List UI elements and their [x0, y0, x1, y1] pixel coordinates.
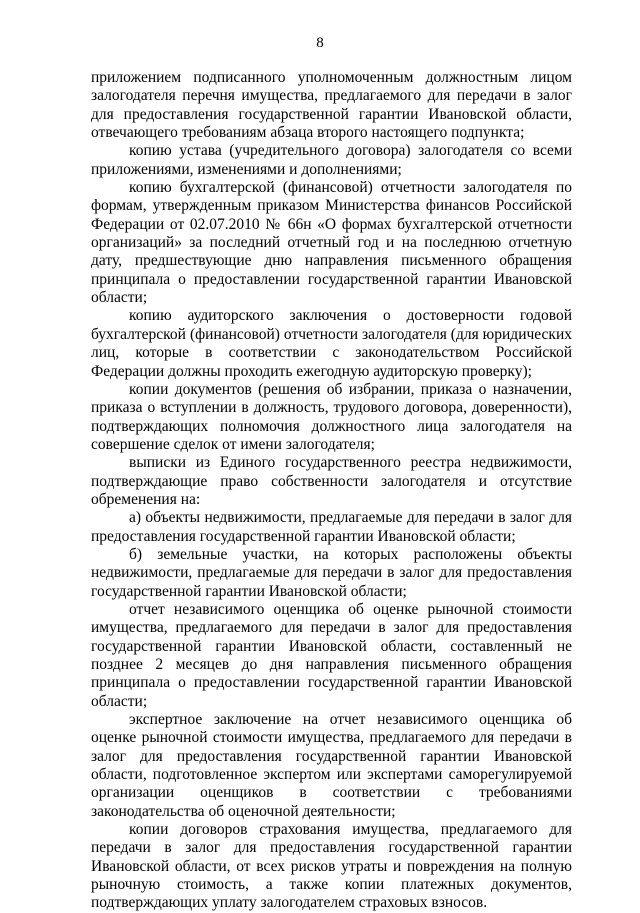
paragraph-audit-report: копию аудиторского заключения о достоверности годовой бухгалтерской (финансовой) отчетности залогодателя (для юридических лиц, которые в соответствии с законодательством Российской Федерации должны проходить ежегодную аудиторскую проверку); [91, 307, 572, 380]
paragraph-appraisal-report: отчет независимого оценщика об оценке рыночной стоимости имущества, предлагаемого для передачи в залог для предоставления государственной гарантии Ивановской области, составленный не позднее 2 месяцев до дня направления письменного обращения принципала о предоставлении государственной гарантии Ивановской области; [91, 600, 572, 710]
paragraph-registry-extracts: выписки из Единого государственного реестра недвижимости, подтверждающие право собственности залогодателя и отсутствие обременения на: [91, 454, 572, 508]
document-body [91, 69, 572, 913]
paragraph-authority-documents: копии документов (решения об избрании, приказа о назначении, приказа о вступлении в должность, трудового договора, доверенности), подтверждающих полномочия должностного лица залогодателя на совершение сделок от имени залогодателя; [91, 380, 572, 453]
page-number: 8 [316, 35, 324, 51]
paragraph-expert-opinion: экспертное заключение на отчет независимого оценщика об оценке рыночной стоимости имущества, предлагаемого для передачи в залог для предоставления государственной гарантии Ивановской области, подготовленное экспертом или экспертами саморегулируемой организации оценщиков в соответствии с требованиями законодательства об оценочной деятельности; [91, 711, 572, 820]
paragraph-continuation: приложением подписанного уполномоченным должностным лицом залогодателя перечня имущества, предлагаемого для передачи в залог для предоставления государственной гарантии Ивановской области, отвечающего требованиям абзаца второго настоящего подпункта; [91, 69, 572, 142]
paragraph-insurance-contracts: копии договоров страхования имущества, предлагаемого для передачи в залог для предоставления государственной гарантии Ивановской области, от всех рисков утраты и повреждения на полную рыночную стоимость, а также копии платежных документов, подтверждающих уплату залогодателем страховых взносов. [91, 821, 572, 912]
paragraph-item-b: б) земельные участки, на которых расположены объекты недвижимости, предлагаемые для передачи в залог для предоставления государственной гарантии Ивановской области; [91, 545, 572, 600]
paragraph-charter-copy: копию устава (учредительного договора) залогодателя со всеми приложениями, изменениями и дополнениями; [91, 142, 572, 178]
paragraph-financial-statements: копию бухгалтерской (финансовой) отчетности залогодателя по формам, утвержденным приказом Министерства финансов Российской Федерации от 02.07.2010 № 66н «О формах бухгалтерской отчетности организаций» за последний отчетный год и на последнюю отчетную дату, предшествующие дню направления письменного обращения принципала о предоставлении государственной гарантии Ивановской области; [91, 179, 572, 307]
paragraph-item-a: а) объекты недвижимости, предлагаемые для передачи в залог для предоставления государственной гарантии Ивановской области; [91, 509, 572, 545]
